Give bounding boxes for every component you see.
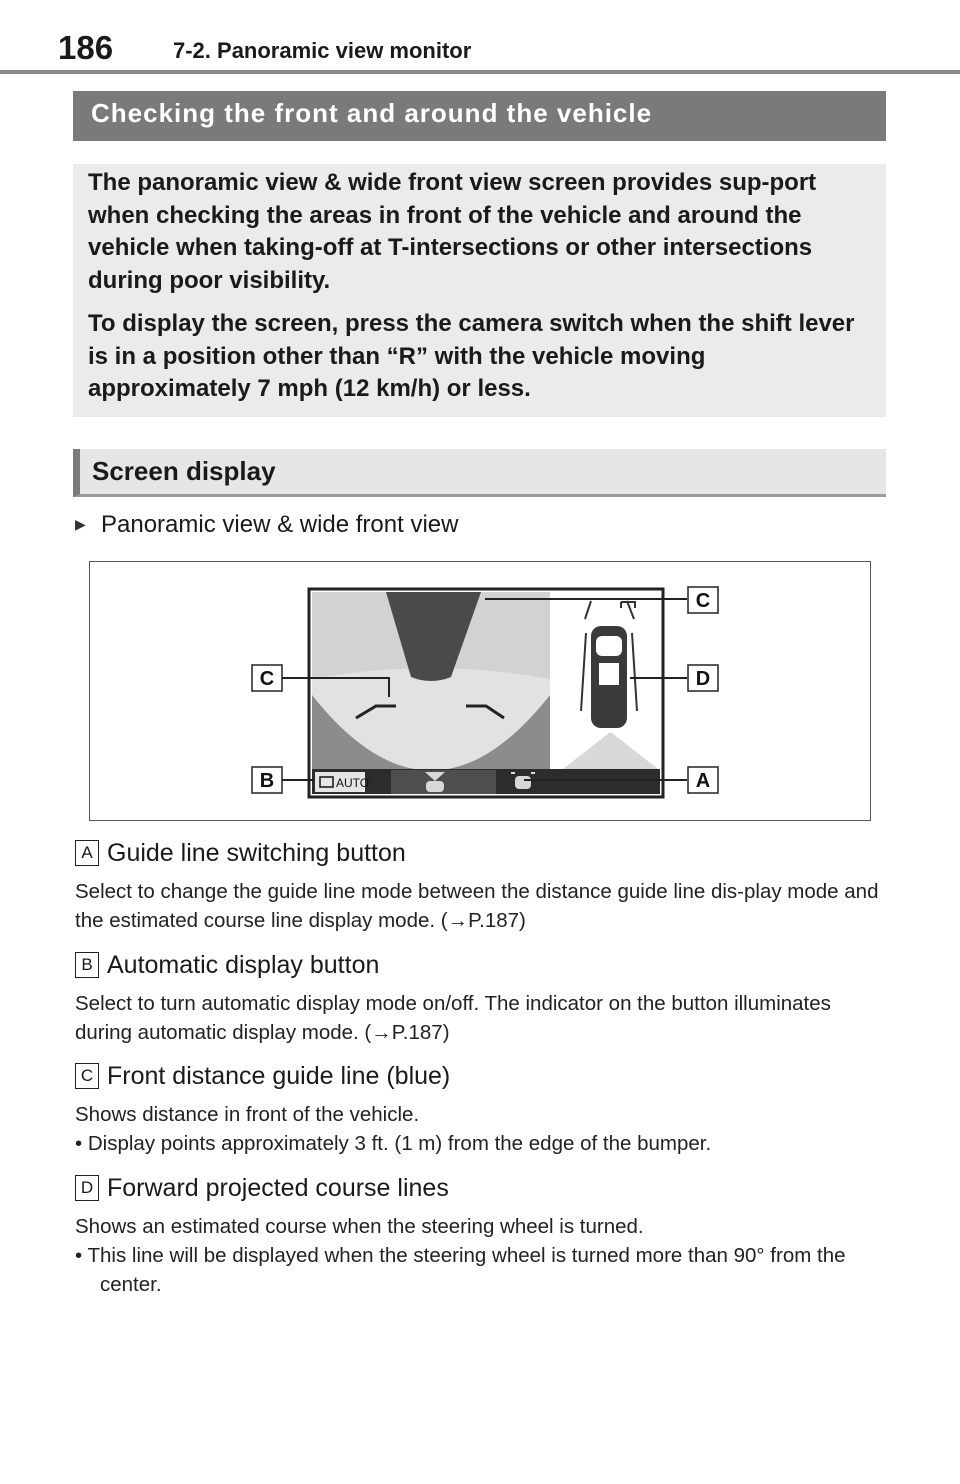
item-b-title [75,949,379,981]
item-c-title [75,1060,450,1092]
view-label [75,508,458,541]
item-d-title [75,1172,449,1204]
panoramic-view-illustration [89,561,871,821]
item-c-title-text: Front distance guide line (blue) [107,1062,451,1090]
intro-paragraph-2: To display the screen, press the camera switch when the shift lever is in a position other than “R” with the vehicle moving approximately 7 mph (12 km/h) or less. [88,310,855,402]
item-c-description-text: Shows distance in front of the vehicle. [75,1103,420,1126]
item-d-title-text: Forward projected course lines [107,1174,449,1202]
auto-button-label: AUTO [336,776,370,790]
callout-a-label: A [695,770,711,792]
page-number: 186 [58,29,114,66]
callout-c-right-label: C [695,590,711,612]
view-indicator [391,770,496,794]
item-c-badge: C [75,1063,99,1089]
chapter-title: 7-2. Panoramic view monitor [173,38,472,63]
arrow-right-icon: ▶ [75,516,86,532]
item-c-description [75,1100,885,1158]
item-b-badge: B [75,952,99,978]
item-a-badge: A [75,840,99,866]
header-rule [0,70,960,74]
item-d-description [75,1212,885,1299]
vehicle-windshield [596,636,622,656]
vehicle-cabin [599,663,619,685]
section-title: Checking the front and around the vehicle [73,91,886,141]
item-d-bullet: • This line will be displayed when the steering wheel is turned more than 90° from the center. [75,1244,846,1296]
item-a-title [75,837,406,869]
callout-c-left-label: C [259,668,275,690]
item-a-title-text: Guide line switching button [107,839,406,867]
item-d-description-text: Shows an estimated course when the steering wheel is turned. [75,1215,644,1238]
item-d-badge: D [75,1175,99,1201]
view-label-text: Panoramic view & wide front view [101,511,459,538]
callout-b-label: B [259,770,275,792]
item-a-description: Select to change the guide line mode between the distance guide line dis-play mode and the estimated course line display mode. (→P.187) [75,880,879,932]
guide-line-switch-icon [515,776,531,789]
item-c-bullet: • Display points approximately 3 ft. (1 m) from the edge of the bumper. [75,1132,712,1155]
car-indicator-icon [426,781,444,792]
item-b-title-text: Automatic display button [107,951,380,979]
subsection-title: Screen display [73,449,886,497]
callout-d-label: D [695,668,711,690]
item-b-description: Select to turn automatic display mode on/off. The indicator on the button illuminates during automatic display mode. (→P.187) [75,992,831,1044]
intro-paragraph-1: The panoramic view & wide front view screen provides sup-port when checking the areas in front of the vehicle and around the vehicle when taking-off at T-intersections or other intersections during poor visibility. [88,169,817,294]
intro-box [73,164,886,417]
